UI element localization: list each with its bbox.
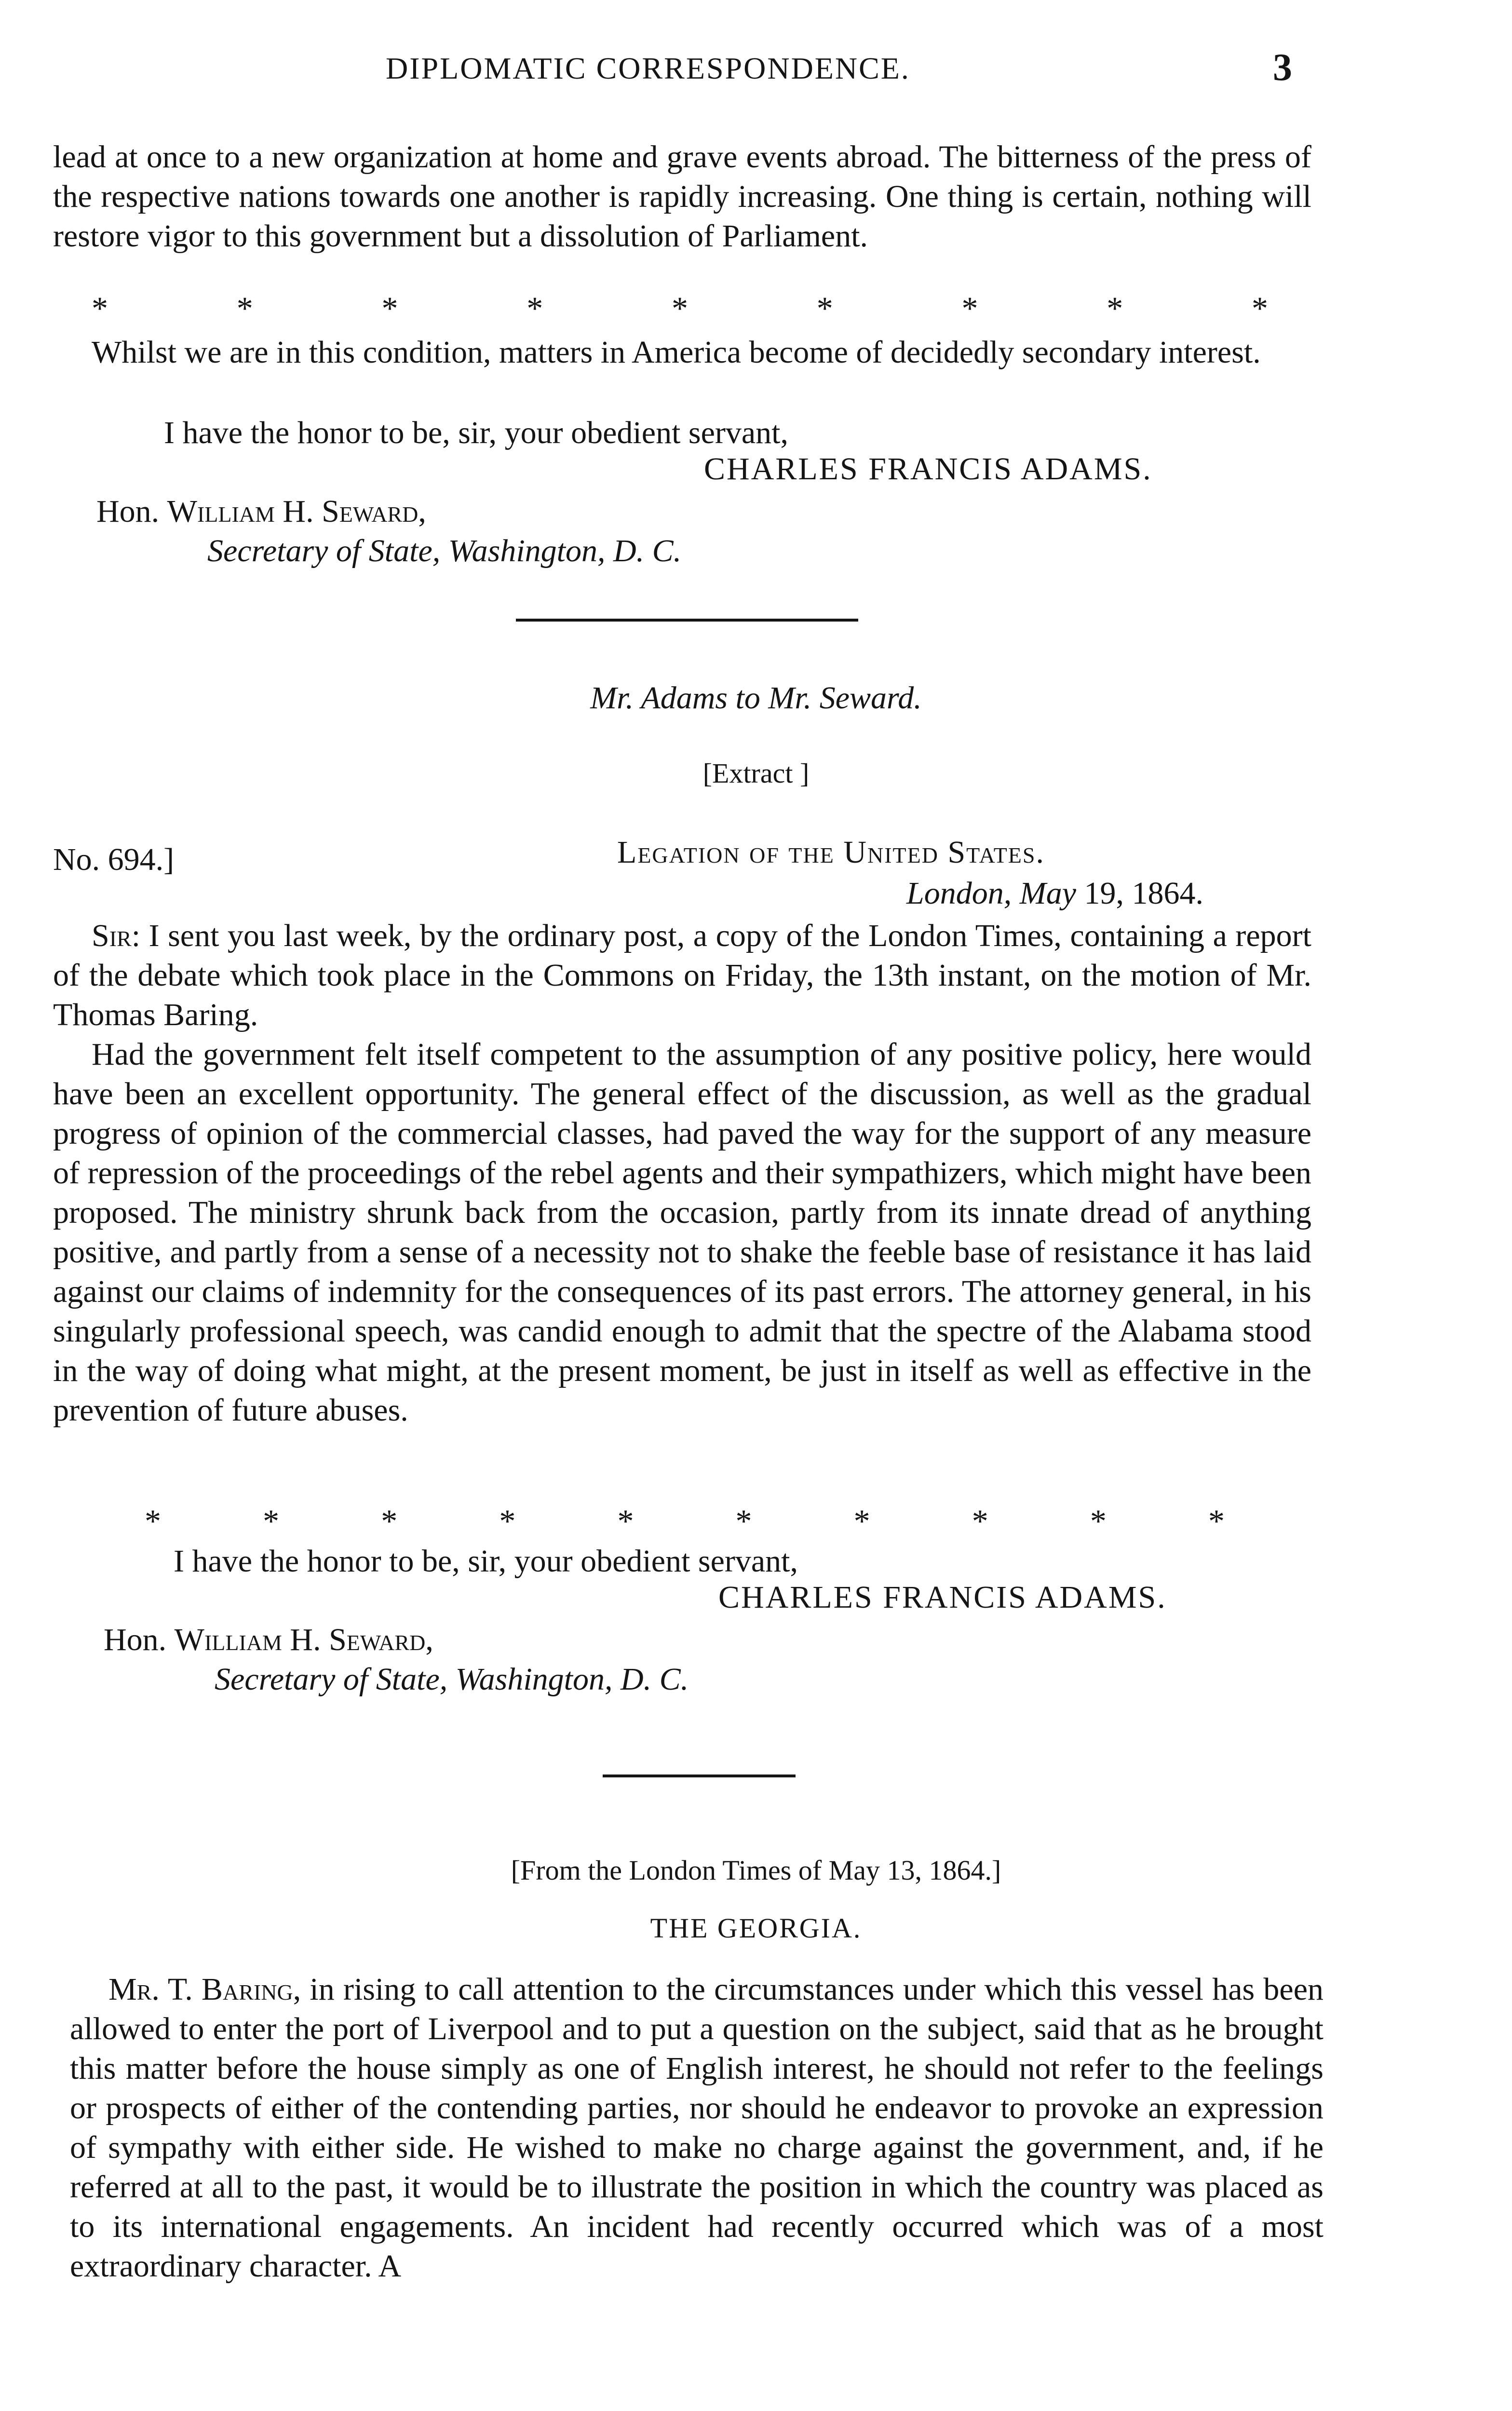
dateline-month: May bbox=[1019, 876, 1076, 911]
star: * bbox=[92, 290, 108, 326]
addressee-prefix: Hon. bbox=[96, 494, 160, 529]
letter2-doc-number: No. 694.] bbox=[53, 842, 175, 877]
star: * bbox=[381, 290, 398, 326]
letter1-paragraph1: lead at once to a new organization at home and grave events abroad. The bitterness of the press of the respective nations towards one another is rapidly increasing. One thing is certain, nothing will restore vigor to this government but a dissolution of Parliament. bbox=[53, 139, 1311, 254]
letter1-addressee bbox=[96, 492, 681, 571]
letter2-legation: Legation of the United States. bbox=[617, 835, 1045, 870]
page-number: 3 bbox=[1273, 46, 1292, 89]
star: * bbox=[145, 1503, 161, 1539]
star: * bbox=[853, 1503, 870, 1539]
addressee-name: William H. Seward, bbox=[174, 1622, 433, 1657]
page-header bbox=[53, 46, 1316, 104]
extract-note: [Extract ] bbox=[702, 758, 810, 789]
letter2-heading: Mr. Adams to Mr. Seward. bbox=[590, 680, 922, 716]
letter2-omission-stars bbox=[145, 1502, 1225, 1540]
letter2-dateline bbox=[906, 875, 1203, 912]
dateline-date: 19, 1864. bbox=[1084, 876, 1203, 911]
letter1-paragraph2: Whilst we are in this condition, matters in America become of decidedly secondary interest. bbox=[92, 335, 1261, 370]
letter2-paragraph2: Had the government felt itself competent to the assumption of any positive policy, here would have been an excellent opportunity. The general effect of the discussion, as well as the gradual progress of opinion of the commercial classes, had paved the way for the support of any measure of repression of the proceedings of the rebel agents and their sympathizers, which might have been proposed. The ministry shrunk back from the occasion, partly from its innate dread of anything positive, and partly from a sense of a necessity not to shake the feeble base of resistance it has laid against our claims of indemnity for the consequences of its past errors. The attorney general, in his singularly professional speech, was candid enough to admit that the spectre of the Alabama stood in the way of doing what might, at the present moment, be just in itself as well as effective in the prevention of future abuses. bbox=[53, 1037, 1311, 1428]
letter2-addressee bbox=[104, 1620, 688, 1699]
star: * bbox=[972, 1503, 988, 1539]
star: * bbox=[961, 290, 978, 326]
star: * bbox=[526, 290, 543, 326]
letter2-signature: CHARLES FRANCIS ADAMS. bbox=[718, 1580, 1167, 1615]
article-source-note: [From the London Times of May 13, 1864.] bbox=[511, 1855, 1001, 1886]
dateline-place: London, bbox=[906, 876, 1012, 911]
letter1-omission-stars bbox=[92, 289, 1268, 327]
article-paragraph-text: in rising to call attention to the circumstances under which this vessel has been allowed to enter the port of Liverpool and to put a question on the subject, said that as he brought this matter before the house simply as one of English interest, he should not refer to the feelings or prospects of either of the contending parties, nor should he endeavor to provoke an expression of sympathy with either side. He wished to make no charge against the government, and, if he referred at all to the past, it would be to illustrate the position in which the country was placed as to its international engagements. An incident had recently occurred which was of a most extraordinary character. A bbox=[70, 1972, 1323, 2284]
article-speaker: Mr. T. Baring, bbox=[108, 1972, 301, 2007]
star: * bbox=[672, 290, 688, 326]
letter1-signature: CHARLES FRANCIS ADAMS. bbox=[704, 451, 1152, 487]
addressee-office: Secretary of State, Washington, D. C. bbox=[207, 533, 682, 569]
addressee-prefix: Hon. bbox=[104, 1622, 167, 1657]
section-divider-2 bbox=[603, 1774, 796, 1777]
star: * bbox=[816, 290, 833, 326]
article-title: THE GEORGIA. bbox=[650, 1912, 862, 1944]
star: * bbox=[1252, 290, 1268, 326]
article-paragraph bbox=[70, 1970, 1323, 2286]
running-title: DIPLOMATIC CORRESPONDENCE. bbox=[386, 51, 910, 85]
letter2-paragraph1-text: I sent you last week, by the ordinary post, a copy of the London Times, containing a report of the debate which took place in the Commons on Friday, the 13th instant, on the motion of Mr. Thomas Baring. bbox=[53, 918, 1311, 1032]
letter2-paragraph1 bbox=[53, 916, 1311, 1035]
star: * bbox=[1090, 1503, 1107, 1539]
star: * bbox=[735, 1503, 752, 1539]
star: * bbox=[263, 1503, 280, 1539]
salutation: Sir: bbox=[92, 918, 141, 953]
addressee-name: William H. Seward, bbox=[167, 494, 426, 529]
star: * bbox=[381, 1503, 398, 1539]
star: * bbox=[499, 1503, 516, 1539]
section-divider bbox=[516, 619, 858, 622]
star: * bbox=[617, 1503, 634, 1539]
letter1-closing: I have the honor to be, sir, your obedient servant, bbox=[164, 415, 788, 450]
letter2-closing: I have the honor to be, sir, your obedient servant, bbox=[174, 1544, 798, 1579]
addressee-office: Secretary of State, Washington, D. C. bbox=[215, 1662, 689, 1697]
star: * bbox=[1107, 290, 1123, 326]
star: * bbox=[1208, 1503, 1225, 1539]
star: * bbox=[236, 290, 253, 326]
